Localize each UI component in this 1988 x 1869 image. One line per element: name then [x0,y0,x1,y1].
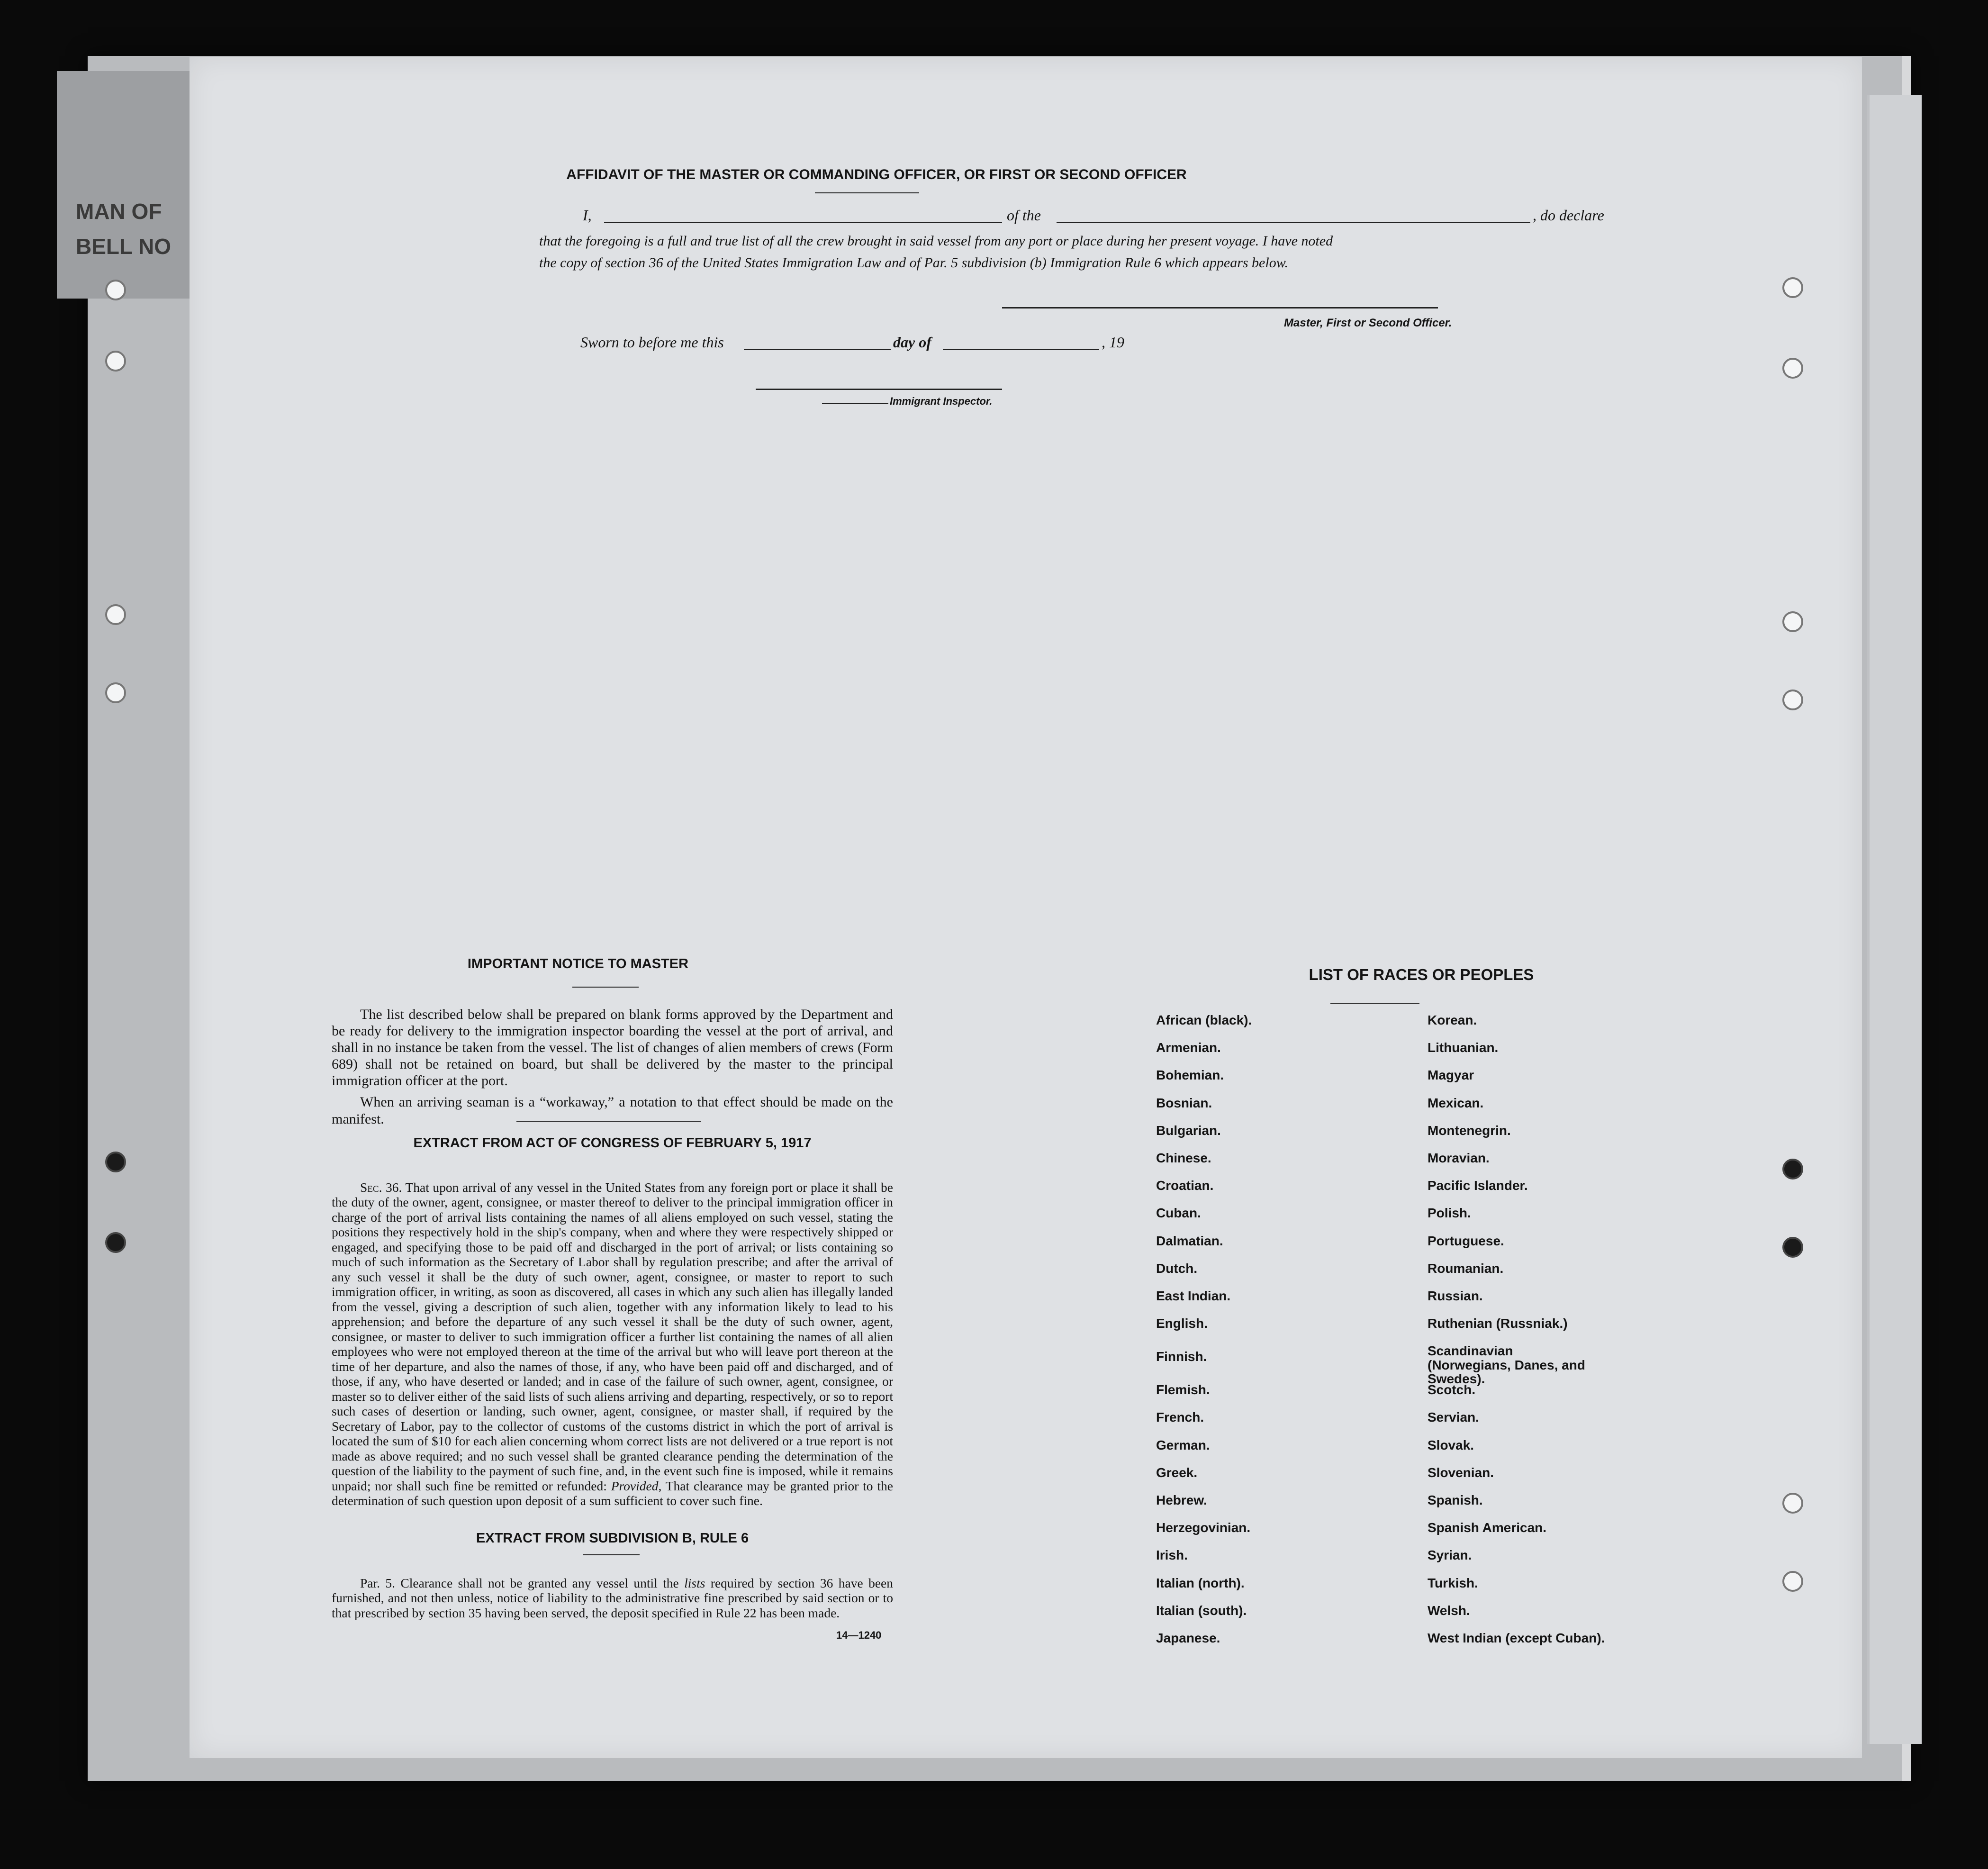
race-item: African (black). [1156,1013,1252,1027]
race-item: Servian. [1428,1410,1479,1425]
race-item: Greek. [1156,1465,1198,1480]
rule-paragraph-5 [332,1576,893,1620]
divider [572,987,639,988]
race-item: Bohemian. [1156,1068,1224,1083]
sworn-year-label: , 19 [1102,334,1124,351]
binder-hole [1782,277,1803,298]
rule-extract-body [332,1576,893,1620]
race-item: Dutch. [1156,1261,1198,1276]
race-item: Croatian. [1156,1178,1214,1193]
race-item: Scandinavian (Norwegians, Danes, and Swedes). [1428,1343,1585,1387]
act-extract-body [332,1180,893,1508]
race-item: Mexican. [1428,1095,1484,1110]
race-item: Syrian. [1428,1548,1472,1563]
tab-line-1: MAN OF [76,199,162,224]
binder-hole [105,682,126,703]
race-item: Roumanian. [1428,1261,1504,1276]
declarant-name-field[interactable] [604,222,1002,223]
binder-hole [1782,1237,1803,1258]
binder-hole [1782,1493,1803,1514]
divider [1330,1003,1419,1004]
inspector-signature-field[interactable] [756,389,1002,390]
races-title: LIST OF RACES OR PEOPLES [1309,966,1534,983]
notice-title: IMPORTANT NOTICE TO MASTER [467,956,689,971]
race-item: Bulgarian. [1156,1123,1221,1138]
form-number: 14—1240 [836,1629,882,1641]
inspector-caption-line [822,403,888,404]
provided-word: Provided, [611,1478,662,1493]
race-item: Pacific Islander. [1428,1178,1528,1193]
declarant-label: I, [583,207,592,224]
race-item: Polish. [1428,1206,1471,1221]
rule-text-start: Par. 5. Clearance shall not be granted any vessel until the [360,1576,679,1590]
sworn-month-field[interactable] [943,349,1099,350]
rule-text-end: required by section 36 have been furnished, and not then unless, notice of liability to the administrative fine prescribed by said section or to that prescribed by section 35 having been served, the deposit specified in Rule 22 has been made. [332,1576,893,1620]
races-list-left [1156,1013,1355,1659]
affidavit-line-3: the copy of section 36 of the United States Immigration Law and of Par. 5 subdivision (b) Immigration Rule 6 which appears below. [539,255,1288,271]
affidavit-title: AFFIDAVIT OF THE MASTER OR COMMANDING OFFICER, OR FIRST OR SECOND OFFICER [566,167,1187,182]
race-item: Hebrew. [1156,1493,1207,1507]
race-item: Spanish. [1428,1493,1483,1507]
section-text-end: That clearance may be granted prior to the determination of such question upon deposit of a sum sufficient to cover such fine. [332,1478,893,1508]
page-stack-edge [1867,95,1922,1744]
race-item: East Indian. [1156,1288,1231,1303]
race-item: Flemish. [1156,1382,1210,1397]
section-label: Sec. 36. [360,1180,402,1195]
binder-hole [105,1152,126,1172]
do-declare-label: , do declare [1533,207,1604,224]
binder-hole [1782,358,1803,379]
section-text: That upon arrival of any vessel in the United States from any foreign port or place it shall be the duty of the owner, agent, consignee, or master thereof to deliver to the principal immigration officer in charge of the port of arrival lists containing the names of all aliens employed on such vessel, stating the positions they respectively hold in the ship's company, when and where they were respectively shipped or engaged, and specifying those to be paid off and discharged in the port of arrival; or lists containing so much of such information as the Secretary of Labor shall by regulation prescribe; and after the arrival of any such vessel it shall be the duty of such owner, agent, consignee, or master to report to such immigration officer, in writing, as soon as discovered, all cases in which any such alien has illegally landed from the vessel, giving a description of such alien, together with any information likely to lead to his apprehension; and before the departure of any such vessel it shall be the duty of such owner, agent, consignee, or master to deliver to such immigration officer a further list containing the names of all alien employees who were not employed thereon at the time of the arrival but who will leave port thereon at the time of her departure, and also the names of those, if any, who have been paid off and discharged, and of those, if any, who have deserted or landed; and in case of the failure of such owner, agent, consignee, or master so to deliver either of the said lists of such aliens arriving and departing, respectively, or so to report such cases of desertion or landing, such owner, agent, consignee, or master shall, if required by the Secretary of Labor, pay to the collector of customs of the customs district in which the port of arrival is located the sum of $10 for each alien concerning whom correct lists are not delivered or a true report is not made as above required; and no such vessel shall be granted clearance pending the determination of the question of the liability to the payment of such fine, and, in the event such fine is imposed, while it remains unpaid; nor shall such fine be remitted or refunded: [332,1180,893,1493]
race-item: Montenegrin. [1428,1123,1511,1138]
sworn-label: Sworn to before me this [580,334,724,351]
race-item: Scotch. [1428,1382,1476,1397]
races-list-right [1428,1013,1627,1659]
race-item: Finnish. [1156,1349,1207,1364]
binder-hole [105,280,126,300]
race-item: German. [1156,1437,1210,1452]
binder-hole [105,1232,126,1253]
race-item: Welsh. [1428,1603,1470,1618]
master-signature-field[interactable] [1002,307,1438,308]
sworn-day-field[interactable] [744,349,891,350]
race-item: Magyar [1428,1068,1474,1083]
notice-body [332,1006,893,1127]
lists-word: lists [684,1576,705,1590]
master-signature-caption: Master, First or Second Officer. [1284,317,1452,329]
race-item: Spanish American. [1428,1520,1547,1535]
binder-hole [105,351,126,372]
binder-hole [1782,611,1803,632]
race-item: Irish. [1156,1548,1188,1563]
race-item: Korean. [1428,1013,1477,1027]
race-item: English. [1156,1316,1208,1331]
notice-paragraph-1: The list described below shall be prepared on blank forms approved by the Department and be ready for delivery to the immigration inspector boarding the vessel at the port of arrival, and shall in no instance be taken from the vessel. The list of changes of alien members of crews (Form 689) shall not be retained on board, but shall be delivered by the master to the principal immigration officer at the port. [332,1007,893,1089]
act-extract-title: EXTRACT FROM ACT OF CONGRESS OF FEBRUARY 5, 1917 [413,1135,812,1151]
day-of-label: day of [893,334,931,351]
race-item: Lithuanian. [1428,1040,1499,1055]
affidavit-line-1 [583,207,1635,230]
vessel-name-field[interactable] [1057,222,1530,223]
divider [516,1121,701,1122]
of-the-label: of the [1007,207,1041,224]
tab-line-2: BELL NO [76,234,172,259]
race-item: Armenian. [1156,1040,1221,1055]
divider [583,1554,640,1555]
binder-hole [1782,1571,1803,1592]
notice-paragraph-2: When an arriving seaman is a “workaway,” a notation to that effect should be made on the manifest. [332,1094,893,1127]
race-item: Moravian. [1428,1150,1490,1165]
divider [815,192,919,193]
sworn-line [580,334,1196,357]
race-item: Bosnian. [1156,1095,1212,1110]
binder-hole [1782,690,1803,710]
race-item: Turkish. [1428,1575,1478,1590]
race-item: French. [1156,1410,1204,1425]
binder-hole [105,604,126,625]
race-item: Chinese. [1156,1150,1211,1165]
race-item: Cuban. [1156,1206,1201,1221]
race-item: Dalmatian. [1156,1233,1223,1248]
inspector-caption: Immigrant Inspector. [890,395,993,407]
race-item: Russian. [1428,1288,1483,1303]
race-item: West Indian (except Cuban). [1428,1630,1605,1645]
manifest-back-page [190,57,1862,1758]
race-item: Italian (north). [1156,1575,1245,1590]
act-section-36 [332,1180,893,1508]
affidavit-line-2: that the foregoing is a full and true list of all the crew brought in said vessel from any port or place during her present voyage. I have noted [539,233,1333,249]
binder-hole [1782,1159,1803,1179]
race-item: Japanese. [1156,1630,1220,1645]
rule-extract-title: EXTRACT FROM SUBDIVISION B, RULE 6 [476,1531,749,1546]
race-item: Ruthenian (Russniak.) [1428,1316,1568,1331]
race-item: Slovenian. [1428,1465,1494,1480]
race-item: Portuguese. [1428,1233,1504,1248]
race-item: Slovak. [1428,1437,1474,1452]
race-item: Herzegovinian. [1156,1520,1251,1535]
race-item: Italian (south). [1156,1603,1247,1618]
